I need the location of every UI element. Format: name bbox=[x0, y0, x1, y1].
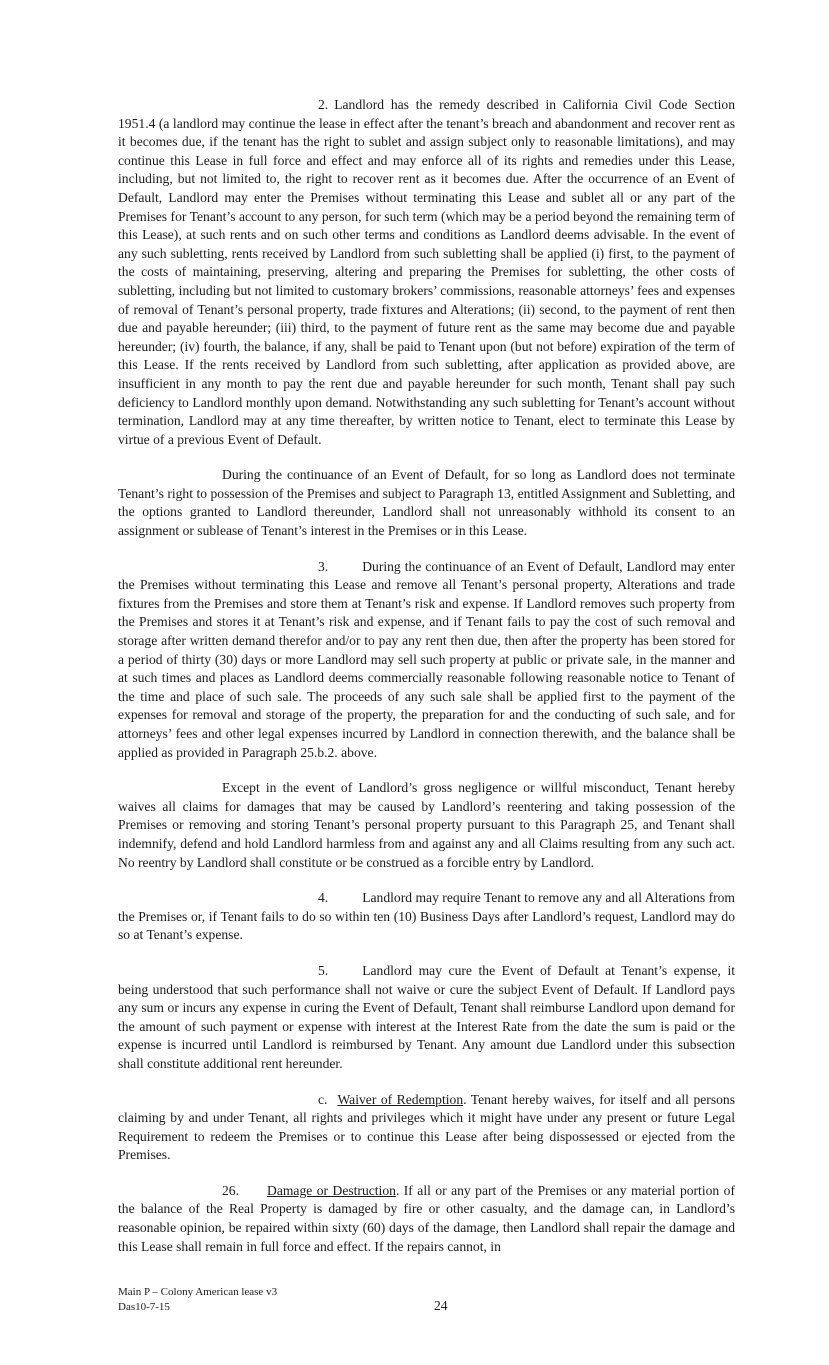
paragraph-text: Landlord may cure the Event of Default at Tenant’s expense, it being understood that such performance shall not waive or cure the subject Event of Default. If Landlord pays any sum or incurs any expense in curing the Event of Default, Tenant shall reimburse Landlord upon demand for the amount of such payment or expense with interest at the Interest Rate from the date the sum is paid or the expense is incurred until Landlord is reimbursed by Tenant. Any amount due Landlord under this subsection shall constitute additional rent hereunder. bbox=[118, 962, 735, 1071]
section-heading: Damage or Destruction bbox=[267, 1182, 396, 1198]
paragraph bbox=[118, 1182, 735, 1256]
paragraph-text: During the continuance of an Event of Default, Landlord may enter the Premises without terminating this Lease and remove all Tenant’s personal property, Alterations and trade fixtures from the Premises and store them at Tenant’s risk and expense. If Landlord removes such property from the Premises and stores it at Tenant’s risk and expense, and if Tenant fails to pay the cost of such removal and storage after written demand therefor and/or to pay any rent then due, then after the property has been stored for a period of thirty (30) days or more Landlord may sell such property at public or private sale, in the manner and at such times and places as Landlord deems commercially reasonable following reasonable notice to Tenant of the time and place of such sale. The proceeds of any such sale shall be applied first to the payment of the expenses for removal and storage of the property, the preparation for and the conducting of such sale, and for attorneys’ fees and other legal expenses incurred by Landlord in connection therewith, and the balance shall be applied as provided in Paragraph 25.b.2. above. bbox=[118, 558, 735, 760]
paragraph-number: 4. bbox=[318, 890, 329, 906]
footer-line-2: Das10-7-15 bbox=[118, 1301, 170, 1313]
paragraph bbox=[118, 962, 735, 1074]
paragraph-number: c. bbox=[318, 1091, 328, 1107]
document-body bbox=[118, 96, 735, 1273]
footer-document-id bbox=[118, 1285, 277, 1315]
footer-line-1: Main P – Colony American lease v3 bbox=[118, 1286, 278, 1298]
paragraph bbox=[118, 889, 735, 945]
paragraph bbox=[118, 96, 735, 449]
paragraph bbox=[118, 1091, 735, 1165]
paragraph bbox=[118, 779, 735, 872]
paragraph-text: Landlord has the remedy described in California Civil Code Section 1951.4 (a landlord may continue the lease in effect after the tenant’s breach and abandonment and recover rent as it becomes due, if the tenant has the right to sublet and assign subject only to reasonable limitations), and may continue this Lease in full force and effect and may enforce all of its rights and remedies under this Lease, including, but not limited to, the right to recover rent as it becomes due. After the occurrence of an Event of Default, Landlord may enter the Premises without terminating this Lease and sublet all or any part of the Premises for Tenant’s account to any person, for such term (which may be a period beyond the remaining term of this Lease), at such rents and on such other terms and conditions as Landlord deems advisable. In the event of any such subletting, rents received by Landlord from such subletting shall be applied (i) first, to the payment of the costs of maintaining, preserving, altering and preparing the Premises for subletting, the other costs of subletting, including but not limited to customary brokers’ commissions, reasonable attorneys’ fees and expenses of removal of Tenant’s personal property, trade fixtures and Alterations; (ii) second, to the payment of rent then due and payable hereunder; (iii) third, to the payment of future rent as the same may become due and payable hereunder; (iv) fourth, the balance, if any, shall be paid to Tenant upon (but not before) expiration of the term of this Lease. If the rents received by Landlord from such subletting, after application as provided above, are insufficient in any month to pay the rent due and payable hereunder for such month, Tenant shall pay such deficiency to Landlord monthly upon demand. Notwithstanding any such subletting for Tenant’s account without termination, Landlord may at any time thereafter, by written notice to Tenant, elect to terminate this Lease by virtue of a previous Event of Default. bbox=[118, 97, 735, 447]
paragraph-number: 5. bbox=[318, 962, 329, 978]
page-number: 24 bbox=[434, 1298, 448, 1313]
paragraph-text: Except in the event of Landlord’s gross negligence or willful misconduct, Tenant hereby waives all claims for damages that may be caused by Landlord’s reentering and taking possession of the Premises or removing and storing Tenant’s personal property pursuant to this Paragraph 25, and Tenant shall indemnify, defend and hold Landlord harmless from and against any and all Claims resulting from any such act. No reentry by Landlord shall constitute or be construed as a forcible entry by Landlord. bbox=[118, 780, 735, 870]
section-heading: Waiver of Redemption bbox=[337, 1091, 464, 1107]
paragraph-text: Landlord may require Tenant to remove any and all Alterations from the Premises or, if Tenant fails to do so within ten (10) Business Days after Landlord’s request, Landlord may do so at Tenant’s expense. bbox=[118, 890, 735, 943]
paragraph-text: . If all or any part of the Premises or any material portion of the balance of the Real Property is damaged by fire or other casualty, and the damage can, in Landlord’s reasonable opinion, be repaired within sixty (60) days of the damage, then Landlord shall repair the damage and this Lease shall remain in full force and effect. If the repairs cannot, in bbox=[118, 1182, 735, 1254]
paragraph-number: 26. bbox=[222, 1182, 239, 1198]
paragraph-text: During the continuance of an Event of Default, for so long as Landlord does not terminate Tenant’s right to possession of the Premises and subject to Paragraph 13, entitled Assignment and Subletting, and the options granted to Landlord thereunder, Landlord shall not unreasonably withhold its consent to an assignment or sublease of Tenant’s interest in the Premises or in this Lease. bbox=[118, 467, 735, 539]
paragraph-text: . Tenant hereby waives, for itself and all persons claiming by and under Tenant, all rights and privileges which it might have under any present or future Legal Requirement to redeem the Premises or to continue this Lease after being dispossessed or ejected from the Premises. bbox=[118, 1091, 735, 1163]
paragraph-number: 3. bbox=[318, 558, 329, 574]
paragraph bbox=[118, 558, 735, 763]
paragraph-number: 2. bbox=[318, 97, 329, 112]
paragraph bbox=[118, 466, 735, 540]
